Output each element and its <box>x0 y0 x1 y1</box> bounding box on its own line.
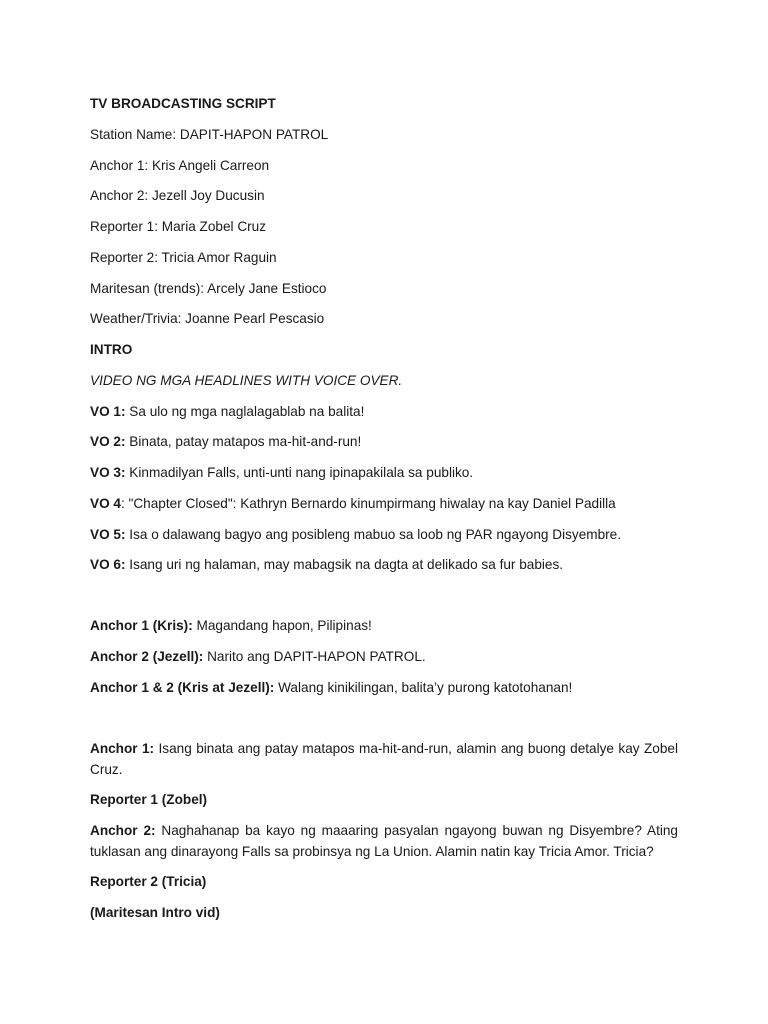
speaker-label: Anchor 2: <box>90 823 156 838</box>
vo-line <box>90 493 678 514</box>
reporter-1-cue: Reporter 1 (Zobel) <box>90 792 208 807</box>
vo-text: Kinmadilyan Falls, unti-unti nang ipinapakilala sa publiko. <box>125 465 474 480</box>
vo-text: Binata, patay matapos ma-hit-and-run! <box>125 434 362 449</box>
segment-1-paragraph <box>90 738 678 780</box>
intro-heading: INTRO <box>90 342 133 357</box>
vo-text: Isa o dalawang bagyo ang posibleng mabuo sa loob ng PAR ngayong Disyembre. <box>125 527 622 542</box>
vo-label: VO 5: <box>90 527 126 542</box>
vo-text: : "Chapter Closed": Kathryn Bernardo kinumpirmang hiwalay na kay Daniel Padilla <box>120 496 616 511</box>
anchor-2-credit: Anchor 2: Jezell Joy Ducusin <box>90 188 265 203</box>
vo-label: VO 1: <box>90 404 126 419</box>
vo-label: VO 3: <box>90 465 126 480</box>
segment-2-paragraph <box>90 820 678 862</box>
speaker-label: Anchor 1 & 2 (Kris at Jezell): <box>90 680 275 695</box>
vo-text: Sa ulo ng mga naglalagablab na balita! <box>125 404 365 419</box>
intro-note: VIDEO NG MGA HEADLINES WITH VOICE OVER. <box>90 373 403 388</box>
weather-credit: Weather/Trivia: Joanne Pearl Pescasio <box>90 311 325 326</box>
speaker-label: Anchor 2 (Jezell): <box>90 649 204 664</box>
reporter-2-cue: Reporter 2 (Tricia) <box>90 874 207 889</box>
script-title: TV BROADCASTING SCRIPT <box>90 96 276 111</box>
dialogue-text: Naghahanap ba kayo ng maaaring pasyalan ngayong buwan ng Disyembre? Ating tuklasan ang dinarayong Falls sa probinsya ng La Union. Alamin natin kay Tricia Amor. Tricia? <box>90 823 678 859</box>
speaker-label: Anchor 1: <box>90 741 155 756</box>
vo-text: Isang uri ng halaman, may mabagsik na dagta at delikado sa fur babies. <box>125 557 564 572</box>
anchor-1-credit: Anchor 1: Kris Angeli Carreon <box>90 158 270 173</box>
dialogue-text: Narito ang DAPIT-HAPON PATROL. <box>203 649 426 664</box>
vo-line <box>90 431 678 452</box>
greeting-line <box>90 615 678 636</box>
dialogue-text: Isang binata ang patay matapos ma-hit-and-run, alamin ang buong detalye kay Zobel Cruz. <box>90 741 678 777</box>
reporter-1-credit: Reporter 1: Maria Zobel Cruz <box>90 219 267 234</box>
speaker-label: Anchor 1 (Kris): <box>90 618 193 633</box>
vo-line <box>90 401 678 422</box>
station-name: Station Name: DAPIT-HAPON PATROL <box>90 127 329 142</box>
reporter-2-credit: Reporter 2: Tricia Amor Raguin <box>90 250 277 265</box>
vo-line <box>90 524 678 545</box>
greeting-line <box>90 646 678 667</box>
vo-label: VO 4 <box>90 496 121 511</box>
dialogue-text: Walang kinikilingan, balita’y purong katotohanan! <box>274 680 573 695</box>
vo-line <box>90 462 678 483</box>
vo-label: VO 6: <box>90 557 126 572</box>
vo-label: VO 2: <box>90 434 126 449</box>
dialogue-text: Magandang hapon, Pilipinas! <box>192 618 372 633</box>
maritesan-credit: Maritesan (trends): Arcely Jane Estioco <box>90 281 327 296</box>
maritesan-cue: (Maritesan Intro vid) <box>90 905 220 920</box>
vo-line <box>90 554 678 575</box>
greeting-line <box>90 677 678 698</box>
